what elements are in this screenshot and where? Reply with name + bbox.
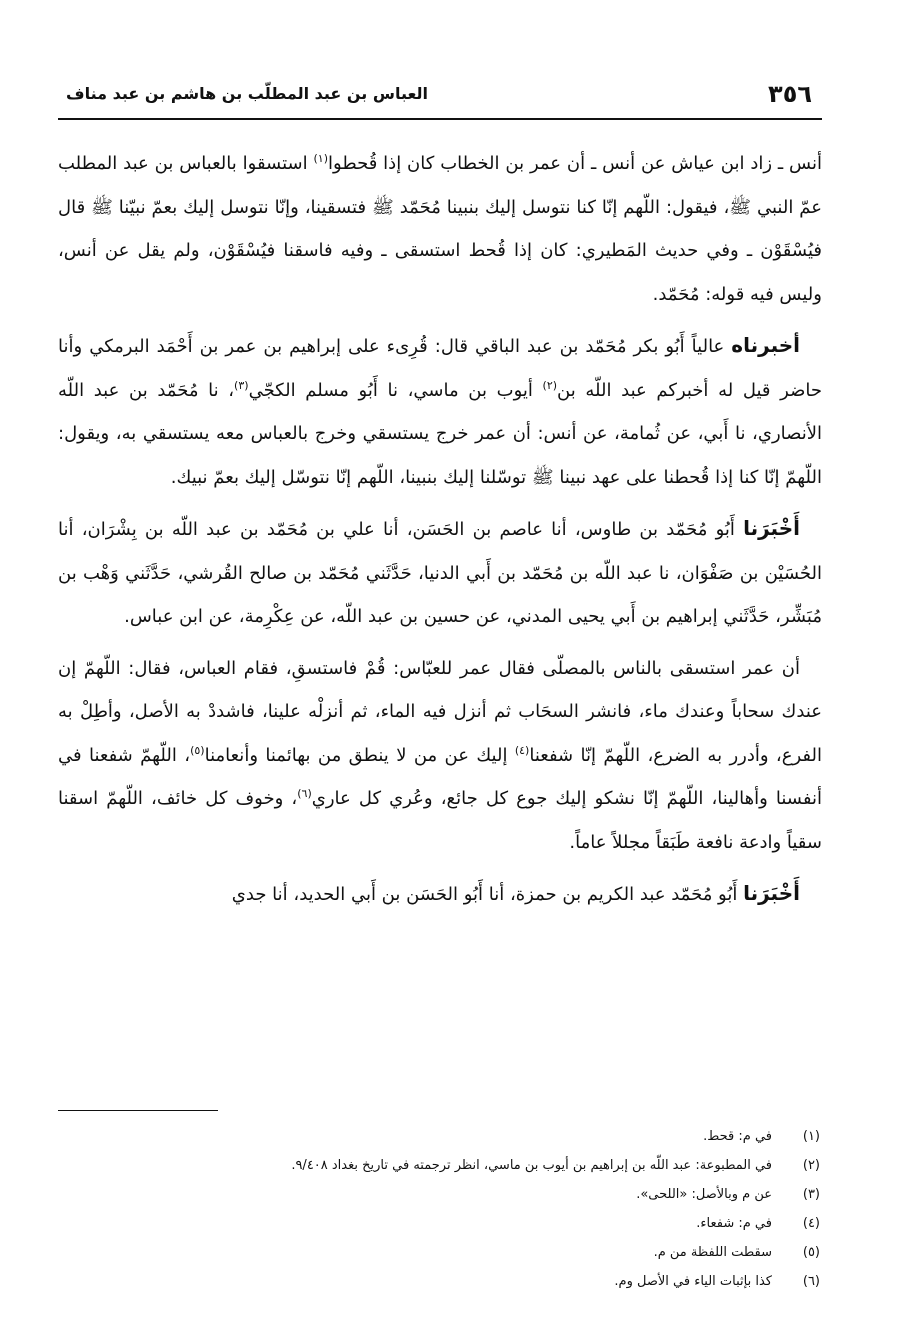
paragraph-text: أنس ـ زاد ابن عياش عن أنس ـ أن عمر بن الخطاب كان إذا قُحطوا xyxy=(328,153,823,174)
paragraph-text: استسقوا بالعباس بن عبد المطلب عمّ النبي ﷺ، فيقول: اللّهم إنّا كنا نتوسل إليك بنبينا مُحَمّد ﷺ فتسقينا، وإنّا نتوسل إليك بعمّ نبيّنا ﷺ قال فيُسْقَوْن ـ وفي حديث المَطيري: كان إذا قُحط استسقى ـ وفيه فاسقنا فيُسْقَوْن، ولم يقل عن أنس، وليس فيه قوله: مُحَمّد. xyxy=(58,153,822,305)
paragraph xyxy=(58,324,822,499)
footnote-number: (٢) xyxy=(802,1158,820,1173)
footnote-number: (٥) xyxy=(802,1245,820,1260)
footnote-text: سقطت اللفظة من م. xyxy=(653,1245,772,1260)
paragraph xyxy=(58,872,822,917)
paragraph-lead-word: أَخْبَرَنا xyxy=(743,516,800,540)
footnote-reference[interactable]: (٢) xyxy=(542,378,558,392)
footnote-item xyxy=(58,1180,822,1209)
footnotes xyxy=(58,1122,822,1296)
footnote-text: في م: شفعاء. xyxy=(696,1216,772,1231)
paragraph-text: أَبُو مُحَمّد بن طاوس، أنا عاصم بن الحَسَن، أنا علي بن مُحَمّد بن عبد اللّه بن بِشْرَان، أنا الحُسَيْن بن صَفْوَان، نا عبد اللّه بن مُحَمّد بن أَبي الدنيا، حَدَّثَني مُحَمّد بن صالح القُرشي، حَدَّثَني وَهْب بن مُبَشِّر، حَدَّثَني إبراهيم بن أَبي يحيى المدني، عن حسين بن عبد اللّه، عن عِكْرِمة، عن ابن عباس. xyxy=(58,519,822,627)
paragraph-lead-word: أخبرناه xyxy=(731,333,800,357)
paragraph-text: ، وخوف كل خائف، اللّهمّ اسقنا سقياً وادعة نافعة طَبَقاً مجللاً عاماً. xyxy=(58,788,822,853)
footnote-text: كذا بإثبات الياء في الأصل وم. xyxy=(614,1274,772,1289)
footnote-reference[interactable]: (٦) xyxy=(297,787,312,800)
running-title: العباس بن عبد المطلّب بن هاشم بن عبد مناف xyxy=(66,84,429,103)
footnote-reference[interactable]: (٤) xyxy=(514,743,530,757)
footnote-number: (٦) xyxy=(802,1274,820,1289)
footnote-divider xyxy=(58,1110,218,1111)
footnote-item xyxy=(58,1238,822,1267)
footnote-reference[interactable]: (١) xyxy=(313,152,329,165)
main-text xyxy=(58,142,822,917)
paragraph xyxy=(58,507,822,639)
paragraph-text: عالياً أَبُو بكر مُحَمّد بن عبد الباقي قال: قُرِىء على إبراهيم بن عمر بن أَحْمَد البرمكي وأنا حاضر قيل له أخبركم عبد اللّه بن xyxy=(58,336,822,401)
footnote-item xyxy=(58,1267,822,1296)
footnote-number: (٣) xyxy=(802,1187,820,1202)
paragraph-text: أيوب بن ماسي، نا أَبُو مسلم الكجّي xyxy=(248,379,543,401)
paragraph xyxy=(58,142,822,316)
footnote-reference[interactable]: (٥) xyxy=(190,743,205,757)
footnote-item xyxy=(58,1151,822,1180)
paragraph-text: إليك عن من لا ينطق من بهائمنا وأنعامنا xyxy=(204,744,515,766)
paragraph-lead-word: أَخْبَرَنا xyxy=(743,881,800,905)
paragraph-text: ، اللّهمّ شفعنا في أنفسنا وأهالينا، اللّهمّ إنّا نشكو إليك جوع كل جائع، وعُري كل عاري xyxy=(58,744,822,809)
paragraph xyxy=(58,647,822,865)
page-header xyxy=(58,74,822,120)
footnote-item xyxy=(58,1209,822,1238)
footnote-number: (١) xyxy=(802,1129,820,1144)
paragraph-text: أَبُو مُحَمّد عبد الكريم بن حمزة، أنا أَبُو الحَسَن بن أَبي الحديد، أنا جدي xyxy=(231,884,744,905)
footnote-reference[interactable]: (٣) xyxy=(234,378,249,392)
footnote-text: في م: قحط. xyxy=(703,1129,772,1144)
footnote-item xyxy=(58,1122,822,1151)
page-number: ٣٥٦ xyxy=(768,80,812,108)
paragraph-text: ، نا مُحَمّد بن عبد اللّه الأنصاري، نا أَبي، عن ثُمامة، عن أنس: أن عمر خرج يستسقي وخرج بالعباس معه يستسقي به، ويقول: اللّهمّ إنّا كنا إذا قُحطنا على عهد نبينا ﷺ توسّلنا إليك بنبينا، اللّهم إنّا نتوسّل إليك بعمّ نبيك. xyxy=(58,379,822,488)
book-page xyxy=(58,74,822,1304)
footnote-number: (٤) xyxy=(802,1216,820,1231)
footnote-text: عن م وبالأصل: «اللحى». xyxy=(636,1187,772,1202)
footnote-text: في المطبوعة: عبد اللّه بن إبراهيم بن أيوب بن ماسي، انظر ترجمته في تاريخ بغداد ٩/٤٠٨. xyxy=(291,1158,772,1173)
paragraph-text: أن عمر استسقى بالناس بالمصلّى فقال عمر للعبّاس: قُمْ فاستسقِ، فقام العباس، فقال: اللّهمّ إن عندك سحاباً وعندك ماء، فانشر السحَاب ثم أنزل فيه الماء، ثم أنزلْه علينا، فاشددْ به الأصل، وأطِلْ به الفرع، وأدرر به الضرع، اللّهمّ إنّا شفعنا xyxy=(58,657,822,766)
